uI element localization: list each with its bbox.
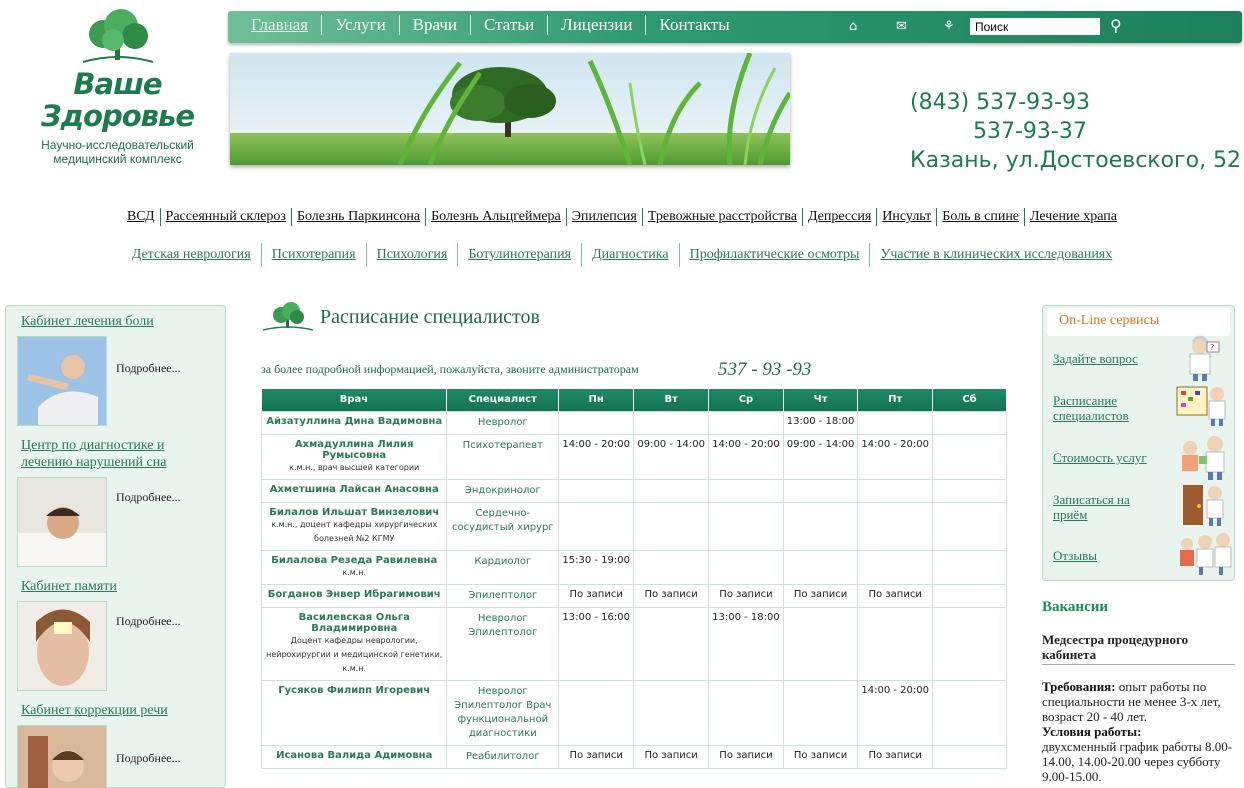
table-row — [262, 479, 1007, 502]
tree-logo-icon — [73, 8, 163, 66]
table-row — [262, 607, 1007, 680]
column-header: Пт — [858, 389, 933, 411]
specialty-cell — [447, 745, 559, 768]
doctor-note: к.м.н., доцент кафедры хирургических болезней №2 КГМУ — [271, 519, 438, 543]
time-cell: По записи — [559, 584, 634, 607]
time-cell: По записи — [783, 745, 858, 768]
column-header: Специалист — [447, 389, 559, 411]
time-cell — [783, 680, 858, 745]
column-header: Сб — [932, 389, 1006, 411]
online-services-panel — [1042, 305, 1235, 581]
sitemap-icon[interactable]: ⚘ — [943, 19, 955, 34]
nav-item[interactable]: Врачи — [399, 15, 470, 35]
specialty-cell — [447, 479, 559, 502]
home-icon[interactable]: ⌂ — [849, 19, 858, 34]
time-cell — [709, 502, 784, 550]
brand-name: Ваше Здоровье — [41, 67, 194, 133]
time-cell — [634, 607, 709, 680]
table-row — [262, 584, 1007, 607]
time-cell — [634, 479, 709, 502]
column-header: Пн — [559, 389, 634, 411]
doctors-group-icon — [1175, 530, 1233, 578]
time-cell: По записи — [783, 584, 858, 607]
specialty-link[interactable]: Невролог Эпилептолог Врач функциональной диагностики — [454, 685, 552, 739]
specialty-link[interactable]: Эпилептолог — [468, 589, 538, 601]
online-services-title: On-Line сервисы — [1059, 313, 1160, 328]
sidebar-link-speech[interactable]: Кабинет коррекции речи — [21, 703, 168, 718]
doctor-door-icon — [1175, 481, 1231, 529]
time-cell — [783, 607, 858, 680]
specialty-link[interactable]: Сердечно-сосудистый хирург — [451, 507, 554, 533]
time-cell — [709, 680, 784, 745]
time-cell: По записи — [634, 584, 709, 607]
time-cell — [858, 502, 933, 550]
time-cell — [858, 607, 933, 680]
time-cell — [932, 607, 1006, 680]
time-cell — [709, 479, 784, 502]
vacancies-title: Вакансии — [1042, 599, 1109, 615]
time-cell: 15:30 - 19:00 — [559, 550, 634, 584]
time-cell: 14:00 - 20:00 — [709, 434, 784, 479]
column-header: Чт — [783, 389, 858, 411]
doctor-link[interactable]: Ахметшина Лайсан Анасовна — [269, 483, 439, 495]
search-input[interactable] — [970, 18, 1100, 35]
address: Казань, ул.Достоевского, 52 — [910, 148, 1242, 173]
category-link[interactable]: Болезнь Паркинсона — [291, 208, 425, 226]
brand-subtitle-line1: Научно-исследовательский — [41, 138, 194, 152]
time-cell — [932, 434, 1006, 479]
table-row — [262, 745, 1007, 768]
category-link[interactable]: Боль в спине — [936, 208, 1024, 226]
time-cell: По записи — [858, 745, 933, 768]
sidebar-more-link[interactable]: Подробнее... — [116, 751, 181, 765]
info-phone: 537 - 93 -93 — [718, 359, 812, 380]
sidebar-image-sleep[interactable] — [17, 477, 107, 567]
time-cell — [932, 745, 1006, 768]
time-cell: 13:00 - 18:00 — [783, 411, 858, 434]
time-cell — [709, 411, 784, 434]
specialty-link[interactable]: Невролог — [477, 416, 528, 428]
time-cell: По записи — [559, 745, 634, 768]
specialty-cell — [447, 680, 559, 745]
time-cell — [559, 680, 634, 745]
service-link-prices[interactable]: Стоимость услуг — [1053, 450, 1147, 465]
doctor-link[interactable]: Василевская Ольга Владимировна — [298, 611, 410, 634]
schedule-board-icon — [1175, 382, 1231, 428]
time-cell — [709, 550, 784, 584]
time-cell: 09:00 - 14:00 — [634, 434, 709, 479]
sidebar-image-speech[interactable] — [17, 725, 107, 788]
doctor-link[interactable]: Билалов Ильшат Винзелович — [269, 506, 440, 518]
table-row — [262, 550, 1007, 584]
nav-item[interactable]: Главная — [251, 15, 309, 34]
doctor-question-icon — [1175, 334, 1225, 382]
schedule-table — [261, 389, 1007, 769]
time-cell — [932, 502, 1006, 550]
phone-primary: (843) 537-93-93 — [910, 90, 1091, 115]
category-link[interactable]: Лечение храпа — [1024, 208, 1122, 226]
site-logo[interactable] — [10, 8, 225, 166]
doctor-cell — [262, 502, 447, 550]
time-cell — [858, 550, 933, 584]
nav-item[interactable]: Контакты — [645, 15, 742, 35]
time-cell — [932, 479, 1006, 502]
info-text: за более подробной информацией, пожалуйста, звоните администраторам — [261, 362, 639, 376]
vacancy-req-label: Требования: — [1042, 679, 1116, 694]
time-cell: 09:00 - 14:00 — [783, 434, 858, 479]
time-cell — [932, 680, 1006, 745]
table-row — [262, 680, 1007, 745]
specialty-link[interactable]: Эндокринолог — [464, 484, 541, 496]
doctor-note: Доцент кафедры неврологии, нейрохирургии и медицинской генетики, к.м.н. — [266, 635, 443, 673]
category-link[interactable]: Ботулинотерапия — [457, 243, 581, 267]
time-cell — [932, 550, 1006, 584]
time-cell — [559, 479, 634, 502]
doctor-cell — [262, 550, 447, 584]
left-sidebar — [5, 305, 226, 788]
doctor-cell — [262, 479, 447, 502]
category-links-row1 — [0, 208, 1244, 226]
doctor-cell — [262, 411, 447, 434]
category-link[interactable]: Психотерапия — [261, 243, 366, 267]
doctor-link[interactable]: Билалова Резеда Равилевна — [271, 554, 438, 566]
top-navigation — [228, 11, 1242, 43]
sidebar-link-sleep-center[interactable]: Центр по диагностике и лечению нарушений сна — [21, 438, 167, 470]
time-cell: 14:00 - 20:00 — [559, 434, 634, 479]
specialty-cell — [447, 434, 559, 479]
table-row — [262, 411, 1007, 434]
time-cell — [634, 502, 709, 550]
nav-item[interactable]: Услуги — [321, 15, 399, 35]
service-link-appointment[interactable]: Записаться на приём — [1053, 492, 1130, 522]
table-row — [262, 434, 1007, 479]
doctor-patient-icon — [1175, 434, 1231, 482]
doctor-cell — [262, 745, 447, 768]
vacancy-position[interactable]: Медсестра процедурного кабинета — [1042, 632, 1235, 665]
time-cell — [634, 550, 709, 584]
time-cell — [783, 479, 858, 502]
vacancy-cond-label: Условия работы: — [1042, 724, 1142, 739]
time-cell — [858, 411, 933, 434]
specialty-cell — [447, 550, 559, 584]
doctor-note: к.м.н., врач высшей категории — [289, 462, 420, 472]
doctor-link[interactable]: Гусяков Филипп Игоревич — [278, 684, 431, 696]
category-link[interactable]: Детская неврология — [131, 247, 251, 262]
tree-icon — [261, 302, 315, 332]
magnifier-icon[interactable]: ⚲ — [1110, 16, 1122, 35]
specialty-link[interactable]: Психотерапевт — [462, 439, 543, 451]
doctor-link[interactable]: Исанова Валида Адимовна — [276, 749, 433, 761]
nav-item[interactable]: Статьи — [470, 15, 547, 35]
contact-info — [910, 88, 1241, 175]
time-cell: По записи — [634, 745, 709, 768]
nav-item[interactable]: Лицензии — [547, 15, 645, 35]
doctor-link[interactable]: Ахмадуллина Лилия Румысовна — [294, 438, 414, 461]
doctor-note: к.м.н. — [342, 567, 367, 577]
category-links-row2 — [0, 243, 1244, 267]
time-cell: По записи — [709, 584, 784, 607]
svg-text:?: ? — [1210, 343, 1215, 352]
specialty-link[interactable]: Кардиолог — [474, 555, 532, 567]
time-cell — [634, 680, 709, 745]
time-cell — [783, 550, 858, 584]
time-cell — [559, 411, 634, 434]
specialty-cell — [447, 584, 559, 607]
column-header: Ср — [709, 389, 784, 411]
time-cell: 14:00 - 20:00 — [858, 434, 933, 479]
time-cell — [932, 411, 1006, 434]
brand-subtitle — [10, 138, 225, 166]
category-link[interactable]: Участие в клинических исследованиях — [869, 243, 1122, 267]
mail-icon[interactable]: ✉ — [896, 19, 907, 34]
header-banner-image — [230, 53, 790, 165]
category-link[interactable]: Инсульт — [876, 208, 936, 226]
category-link[interactable]: Тревожные расстройства — [642, 208, 802, 226]
sidebar-link-memory[interactable]: Кабинет памяти — [21, 579, 117, 594]
time-cell — [783, 502, 858, 550]
category-link[interactable]: Эпилепсия — [566, 208, 642, 226]
doctor-link[interactable]: Айзатуллина Дина Вадимовна — [266, 415, 443, 427]
vacancy-cond-text: двухсменный график работы 8.00-14.00, 14.00-20.00 через субботу 9.00-15.00. — [1042, 739, 1233, 784]
doctor-cell — [262, 584, 447, 607]
sidebar-more-link[interactable]: Подробнее... — [116, 490, 181, 504]
vacancy-details — [1042, 679, 1238, 784]
time-cell — [634, 411, 709, 434]
time-cell — [858, 479, 933, 502]
doctor-cell — [262, 680, 447, 745]
vacancy-req-text: опыт работы по специальности не менее 3-х лет, возраст 20 - 40 лет. — [1042, 679, 1221, 724]
specialty-cell — [447, 411, 559, 434]
time-cell — [559, 502, 634, 550]
time-cell: 13:00 - 18:00 — [709, 607, 784, 680]
phone-secondary: 537-93-37 — [973, 119, 1087, 144]
specialty-link[interactable]: Реабилитолог — [466, 750, 540, 762]
doctor-link[interactable]: Богданов Энвер Ибрагимович — [267, 588, 441, 600]
page-title: Расписание специалистов — [320, 306, 540, 328]
time-cell: По записи — [709, 745, 784, 768]
category-link[interactable]: Болезнь Альцгеймера — [425, 208, 566, 226]
service-link-ask-question[interactable]: Задайте вопрос — [1053, 351, 1138, 366]
specialty-cell — [447, 607, 559, 680]
doctor-cell — [262, 607, 447, 680]
sidebar-image-memory[interactable] — [17, 601, 107, 691]
sidebar-more-link[interactable]: Подробнее... — [116, 614, 181, 628]
time-cell: 13:00 - 16:00 — [559, 607, 634, 680]
column-header: Вт — [634, 389, 709, 411]
table-row — [262, 502, 1007, 550]
category-link[interactable]: ВСД — [127, 209, 155, 224]
specialty-cell — [447, 502, 559, 550]
time-cell: 14:00 - 20:00 — [858, 680, 933, 745]
service-link-reviews[interactable]: Отзывы — [1053, 548, 1097, 563]
category-link[interactable]: Психология — [366, 243, 458, 267]
time-cell: По записи — [858, 584, 933, 607]
category-link[interactable]: Депрессия — [802, 208, 876, 226]
doctor-cell — [262, 434, 447, 479]
time-cell — [932, 584, 1006, 607]
category-link[interactable]: Диагностика — [581, 243, 678, 267]
column-header: Врач — [262, 389, 447, 411]
brand-subtitle-line2: медицинский комплекс — [53, 152, 182, 166]
sidebar-image-pain[interactable] — [17, 336, 107, 426]
specialty-link[interactable]: Невролог Эпилептолог — [468, 612, 538, 638]
sidebar-more-link[interactable]: Подробнее... — [116, 361, 181, 375]
category-link[interactable]: Рассеянный склероз — [160, 208, 291, 226]
service-link-schedule[interactable]: Расписание специалистов — [1053, 393, 1129, 423]
category-link[interactable]: Профилактические осмотры — [679, 243, 870, 267]
sidebar-link-pain-clinic[interactable]: Кабинет лечения боли — [21, 314, 154, 329]
